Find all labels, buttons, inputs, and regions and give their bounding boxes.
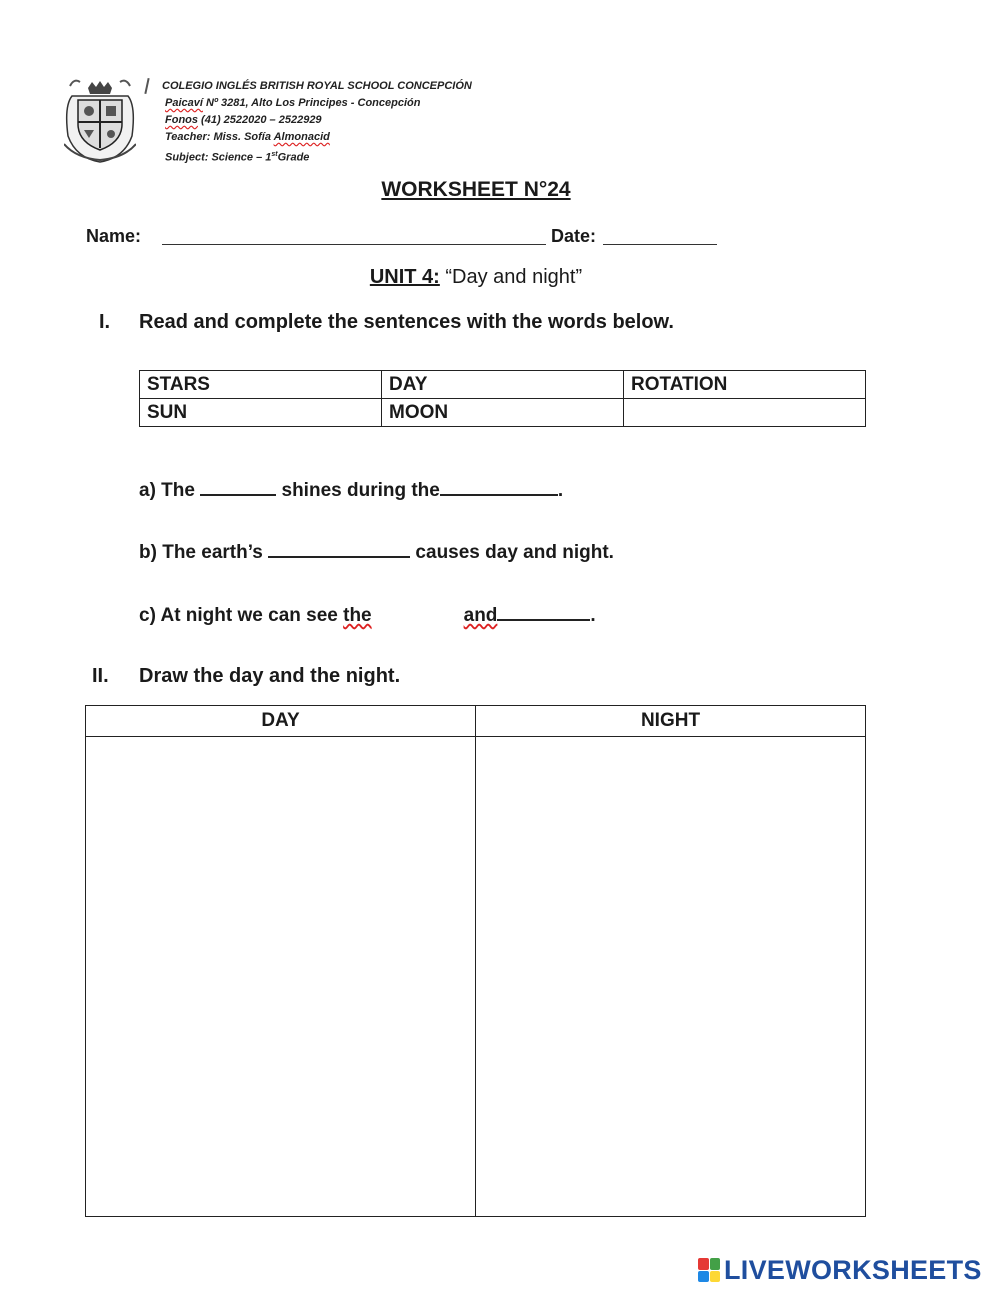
liveworksheets-icon bbox=[698, 1258, 720, 1282]
table-row bbox=[140, 399, 866, 427]
name-input-line[interactable] bbox=[162, 244, 546, 245]
day-drawing-area[interactable] bbox=[86, 737, 476, 1217]
school-address: Paicaví Nº 3281, Alto Los Principes - Concepción bbox=[165, 97, 421, 109]
blank-a1[interactable] bbox=[200, 478, 276, 496]
table-row bbox=[140, 371, 866, 399]
icon-square bbox=[698, 1271, 709, 1283]
word-cell: SUN bbox=[140, 399, 382, 427]
section-1-instruction: Read and complete the sentences with the words below. bbox=[139, 311, 674, 333]
night-drawing-area[interactable] bbox=[476, 737, 866, 1217]
section-2-instruction: Draw the day and the night. bbox=[139, 665, 401, 687]
section-1-number: I. bbox=[99, 311, 111, 333]
table-row bbox=[86, 737, 866, 1217]
school-crest bbox=[64, 74, 136, 166]
teacher-name: Teacher: Miss. Sofía Almonacid bbox=[165, 131, 330, 143]
word-cell: STARS bbox=[140, 371, 382, 399]
word-bank-table bbox=[139, 370, 866, 427]
word-cell: ROTATION bbox=[624, 371, 866, 399]
name-label: Name: bbox=[86, 226, 142, 246]
school-phone: Fonos (41) 2522020 – 2522929 bbox=[165, 114, 322, 126]
unit-heading: UNIT 4: “Day and night” bbox=[369, 266, 583, 288]
school-name: COLEGIO INGLÉS BRITISH ROYAL SCHOOL CONCEPCIÓN bbox=[162, 80, 472, 92]
icon-square bbox=[710, 1271, 721, 1283]
blank-a2[interactable] bbox=[440, 478, 558, 496]
school-info bbox=[162, 78, 472, 167]
night-column-header: NIGHT bbox=[476, 706, 866, 737]
drawing-table bbox=[85, 705, 866, 1217]
icon-square bbox=[710, 1258, 721, 1270]
icon-square bbox=[698, 1258, 709, 1270]
sentence-c: c) At night we can see the and . bbox=[139, 605, 596, 626]
liveworksheets-logo bbox=[698, 1256, 982, 1284]
sentence-b: b) The earth’s causes day and night. bbox=[139, 542, 614, 563]
blank-c1[interactable] bbox=[372, 605, 464, 621]
date-input-line[interactable] bbox=[603, 244, 717, 245]
blank-b1[interactable] bbox=[268, 540, 410, 558]
word-cell: MOON bbox=[382, 399, 624, 427]
date-label: Date: bbox=[551, 226, 597, 246]
blank-c2[interactable] bbox=[497, 603, 590, 621]
word-cell: DAY bbox=[382, 371, 624, 399]
section-2-number: II. bbox=[92, 665, 109, 687]
word-cell bbox=[624, 399, 866, 427]
day-column-header: DAY bbox=[86, 706, 476, 737]
header-divider bbox=[144, 78, 149, 94]
liveworksheets-text: LIVEWORKSHEETS bbox=[724, 1254, 982, 1285]
subject: Subject: Science – 1stGrade bbox=[165, 151, 310, 164]
worksheet-title: WORKSHEET N°24 bbox=[381, 178, 571, 201]
sentence-a: a) The shines during the . bbox=[139, 480, 564, 501]
table-row bbox=[86, 706, 866, 737]
